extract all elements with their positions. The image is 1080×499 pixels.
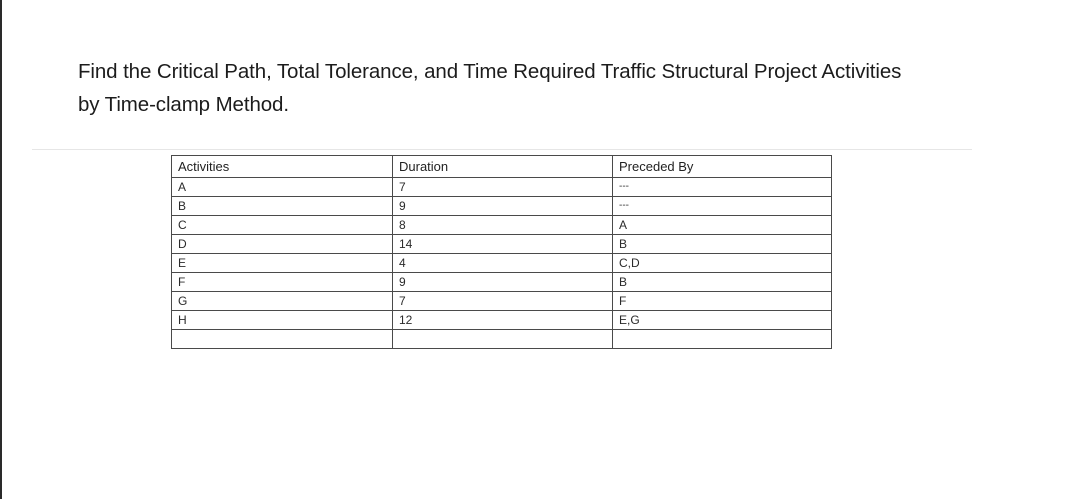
cell-preceded-by: C,D <box>613 254 832 273</box>
header-activities: Activities <box>172 156 393 178</box>
table-row <box>172 311 832 330</box>
cell-duration: 4 <box>393 254 613 273</box>
divider-line <box>32 149 972 150</box>
cell-duration: 8 <box>393 216 613 235</box>
cell-duration: 7 <box>393 178 613 197</box>
cell-preceded-by: E,G <box>613 311 832 330</box>
cell-preceded-by: F <box>613 292 832 311</box>
table-row <box>172 216 832 235</box>
cell-preceded-by <box>613 330 832 349</box>
cell-activity: D <box>172 235 393 254</box>
cell-duration: 7 <box>393 292 613 311</box>
cell-activity: A <box>172 178 393 197</box>
cell-activity: E <box>172 254 393 273</box>
cell-preceded-by <box>613 178 832 197</box>
cell-activity: G <box>172 292 393 311</box>
cell-preceded-by: B <box>613 273 832 292</box>
cell-duration: 14 <box>393 235 613 254</box>
cell-preceded-by: A <box>613 216 832 235</box>
cell-activity: B <box>172 197 393 216</box>
cell-preceded-by <box>613 197 832 216</box>
cell-duration <box>393 330 613 349</box>
dots-text: --- <box>619 181 629 192</box>
cell-duration: 12 <box>393 311 613 330</box>
header-preceded-by: Preceded By <box>613 156 832 178</box>
dots-text: --- <box>619 200 629 211</box>
table-row <box>172 254 832 273</box>
question-line-2: by Time-clamp Method. <box>78 93 289 116</box>
cell-activity: F <box>172 273 393 292</box>
cell-duration: 9 <box>393 273 613 292</box>
table-row <box>172 178 832 197</box>
cell-preceded-by: B <box>613 235 832 254</box>
cell-activity: H <box>172 311 393 330</box>
table-row-empty <box>172 330 832 349</box>
cell-activity <box>172 330 393 349</box>
table-row <box>172 197 832 216</box>
cell-duration: 9 <box>393 197 613 216</box>
table-row <box>172 292 832 311</box>
table-row <box>172 273 832 292</box>
question-line-1: Find the Critical Path, Total Tolerance, and Time Required Traffic Structural Project Activities <box>78 60 902 83</box>
activities-table <box>171 155 832 349</box>
header-duration: Duration <box>393 156 613 178</box>
question-text <box>78 55 1038 121</box>
cell-activity: C <box>172 216 393 235</box>
table-header-row <box>172 156 832 178</box>
table-row <box>172 235 832 254</box>
